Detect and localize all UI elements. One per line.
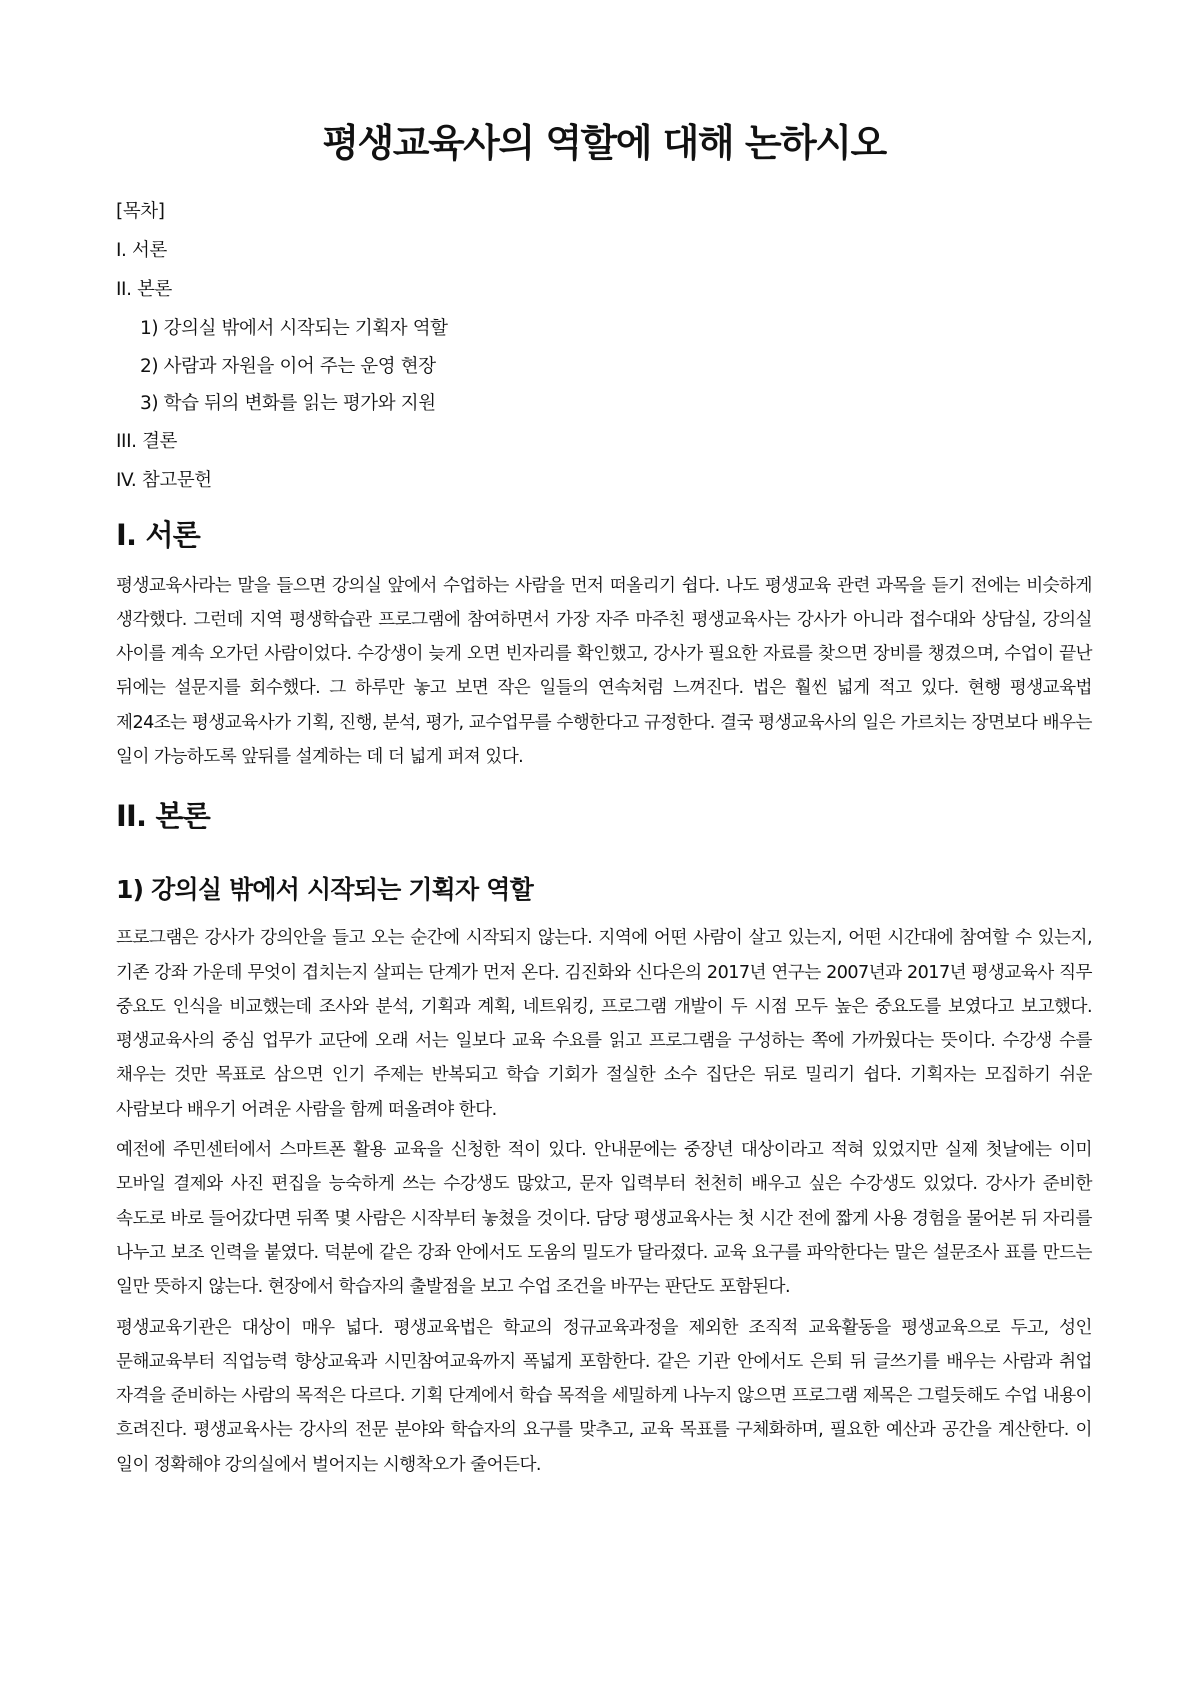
toc-item: I. 서론 [116, 240, 167, 261]
section-heading: II. 본론 [116, 799, 210, 834]
toc-item: IV. 참고문헌 [116, 469, 212, 491]
body-paragraph: 평생교육사라는 말을 들으면 강의실 앞에서 수업하는 사람을 먼저 떠올리기 쉽다. 나도 평생교육 관련 과목을 듣기 전에는 비슷하게 생각했다. 그런데 지역 평생학습관 프로그램에 참여하면서 가장 자주 마주친 평생교육사는 강사가 아니라 접수대와 상담실, 강의실 사이를 계속 오가던 사람이었다. 수강생이 늦게 오면 빈자리를 확인했고, 강사가 필요한 자료를 찾으면 장비를 챙겼으며, 수업이 끝난 뒤에는 설문지를 회수했다. 그 하루만 놓고 보면 작은 일들의 연속처럼 느껴진다. 법은 훨씬 넓게 적고 있다. 현행 평생교육법 제24조는 평생교육사가 기획, 진행, 분석, 평가, 교수업무를 수행한다고 규정한다. 결국 평생교육사의 일은 가르치는 장면보다 배우는 일이 가능하도록 앞뒤를 설계하는 데 더 넓게 퍼져 있다. [116, 575, 1092, 767]
document-title: 평생교육사의 역할에 대해 논하시오 [322, 121, 886, 165]
toc-subitem: 1) 강의실 밖에서 시작되는 기획자 역할 [140, 318, 448, 339]
section-heading: I. 서론 [116, 517, 200, 552]
subsection-heading: 1) 강의실 밖에서 시작되는 기획자 역할 [116, 875, 533, 905]
toc-item: II. 본론 [116, 279, 173, 300]
table-of-contents [116, 200, 1092, 493]
introduction-section [116, 515, 1092, 775]
toc-subitem: 3) 학습 뒤의 변화를 읽는 평가와 지원 [140, 393, 436, 414]
toc-item: III. 결론 [116, 430, 178, 452]
subsection-planner-role [116, 872, 1092, 1482]
toc-label: [목차] [116, 201, 165, 222]
body-paragraph: 프로그램은 강사가 강의안을 들고 오는 순간에 시작되지 않는다. 지역에 어떤 사람이 살고 있는지, 어떤 시간대에 참여할 수 있는지, 기존 강좌 가운데 무엇이 겹치는지 살피는 단계가 먼저 온다. 김진화와 신다은의 2017년 연구는 2007년과 2017년 평생교육사 직무 중요도 인식을 비교했는데 조사와 분석, 기획과 계획, 네트워킹, 프로그램 개발이 두 시점 모두 높은 중요도를 보였다고 보고했다. 평생교육사의 중심 업무가 교단에 오래 서는 일보다 교육 수요를 읽고 프로그램을 구성하는 쪽에 가까웠다는 뜻이다. 수강생 수를 채우는 것만 목표로 삼으면 인기 주제는 반복되고 학습 기회가 절실한 소수 집단은 뒤로 밀리기 쉽다. 기획자는 모집하기 쉬운 사람보다 배우기 어려운 사람을 함께 떠올려야 한다. [116, 928, 1092, 1120]
main-body-section [116, 796, 1092, 836]
toc-subitem: 2) 사람과 자원을 이어 주는 운영 현장 [140, 355, 436, 377]
body-paragraph: 평생교육기관은 대상이 매우 넓다. 평생교육법은 학교의 정규교육과정을 제외한 조직적 교육활동을 평생교육으로 두고, 성인 문해교육부터 직업능력 향상교육과 시민참여교육까지 폭넓게 포함한다. 같은 기관 안에서도 은퇴 뒤 글쓰기를 배우는 사람과 취업 자격을 준비하는 사람의 목적은 다르다. 기획 단계에서 학습 목적을 세밀하게 나누지 않으면 프로그램 제목은 그럴듯해도 수업 내용이 흐려진다. 평생교육사는 강사의 전문 분야와 학습자의 요구를 맞추고, 교육 목표를 구체화하며, 필요한 예산과 공간을 계산한다. 이 일이 정확해야 강의실에서 벌어지는 시행착오가 줄어든다. [116, 1317, 1092, 1475]
body-paragraph: 예전에 주민센터에서 스마트폰 활용 교육을 신청한 적이 있다. 안내문에는 중장년 대상이라고 적혀 있었지만 실제 첫날에는 이미 모바일 결제와 사진 편집을 능숙하게 쓰는 수강생도 많았고, 문자 입력부터 천천히 배우고 싶은 수강생도 있었다. 강사가 준비한 속도로 바로 들어갔다면 뒤쪽 몇 사람은 시작부터 놓쳤을 것이다. 담당 평생교육사는 첫 시간 전에 짧게 사용 경험을 물어본 뒤 자리를 나누고 보조 인력을 붙였다. 덕분에 같은 강좌 안에서도 도움의 밀도가 달라졌다. 교육 요구를 파악한다는 말은 설문조사 표를 만드는 일만 뜻하지 않는다. 현장에서 학습자의 출발점을 보고 수업 조건을 바꾸는 판단도 포함된다. [116, 1140, 1092, 1298]
